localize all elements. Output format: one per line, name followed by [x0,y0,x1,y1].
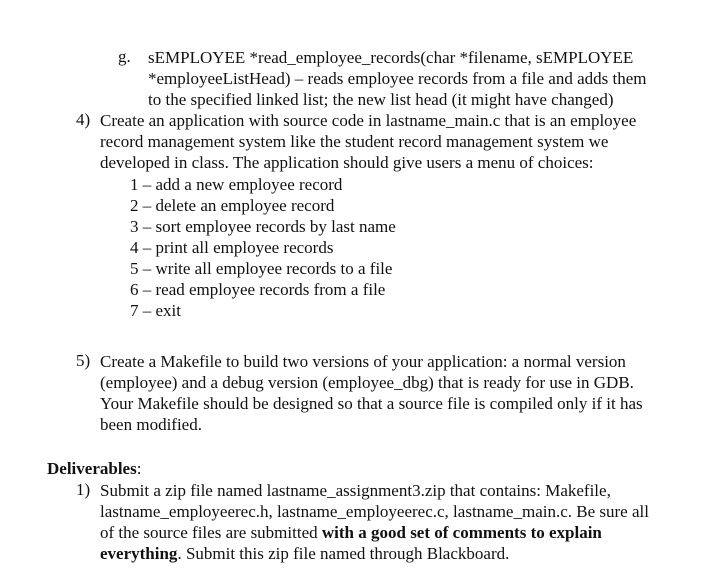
deliverable-1-line: lastname_employeerec.h, lastname_employeerec.c, lastname_main.c. Be sure all [100,502,649,521]
item-5-marker: 5) [76,351,91,370]
deliverable-1-text [100,480,649,564]
deliverable-1-line: Submit a zip file named lastname_assignment3.zip that contains: Makefile, [100,481,611,500]
deliverable-1-plain-text: of the source files are submitted [100,523,322,542]
item-5-line: Your Makefile should be designed so that a source file is compiled only if it has [100,394,643,413]
deliverables-heading-text: Deliverables [47,459,137,478]
item-5-line: (employee) and a debug version (employee_dbg) that is ready for use in GDB. [100,373,634,392]
deliverable-1-bold-text: with a good set of comments to explain [321,523,602,542]
deliverable-1-marker: 1) [76,480,91,499]
item-4-text [100,110,636,173]
menu-choice-item: 2 – delete an employee record [130,196,335,215]
item-g-marker: g. [118,47,131,66]
deliverable-1-line-3 [100,522,649,543]
item-4-line: record management system like the student record management system we [100,132,609,151]
menu-choice-item: 4 – print all employee records [130,238,334,257]
item-5-text [100,351,643,435]
deliverable-1-line-4 [100,543,649,564]
item-5-line: Create a Makefile to build two versions of your application: a normal version [100,352,626,371]
deliverable-1-plain-text: . Submit this zip file named through Blackboard. [177,544,510,563]
deliverables-heading-colon: : [136,459,142,478]
item-4-marker: 4) [76,110,91,129]
item-g-line: sEMPLOYEE *read_employee_records(char *filename, sEMPLOYEE [148,48,634,67]
menu-choice-item: 5 – write all employee records to a file [130,259,393,278]
item-5-line: been modified. [100,415,202,434]
menu-choice-item: 7 – exit [130,301,181,320]
menu-choice-item: 6 – read employee records from a file [130,280,386,299]
item-g-text [148,47,646,110]
item-g-line: to the specified linked list; the new list head (it might have changed) [148,90,614,109]
item-4-line: Create an application with source code in lastname_main.c that is an employee [100,111,637,130]
deliverables-heading [47,458,141,479]
menu-choice-item: 1 – add a new employee record [130,175,343,194]
deliverable-1-bold-text: everything [100,544,178,563]
menu-choices-list [130,174,396,321]
item-g-line: *employeeListHead) – reads employee records from a file and adds them [148,69,647,88]
menu-choice-item: 3 – sort employee records by last name [130,217,396,236]
item-4-line: developed in class. The application should give users a menu of choices: [100,153,594,172]
